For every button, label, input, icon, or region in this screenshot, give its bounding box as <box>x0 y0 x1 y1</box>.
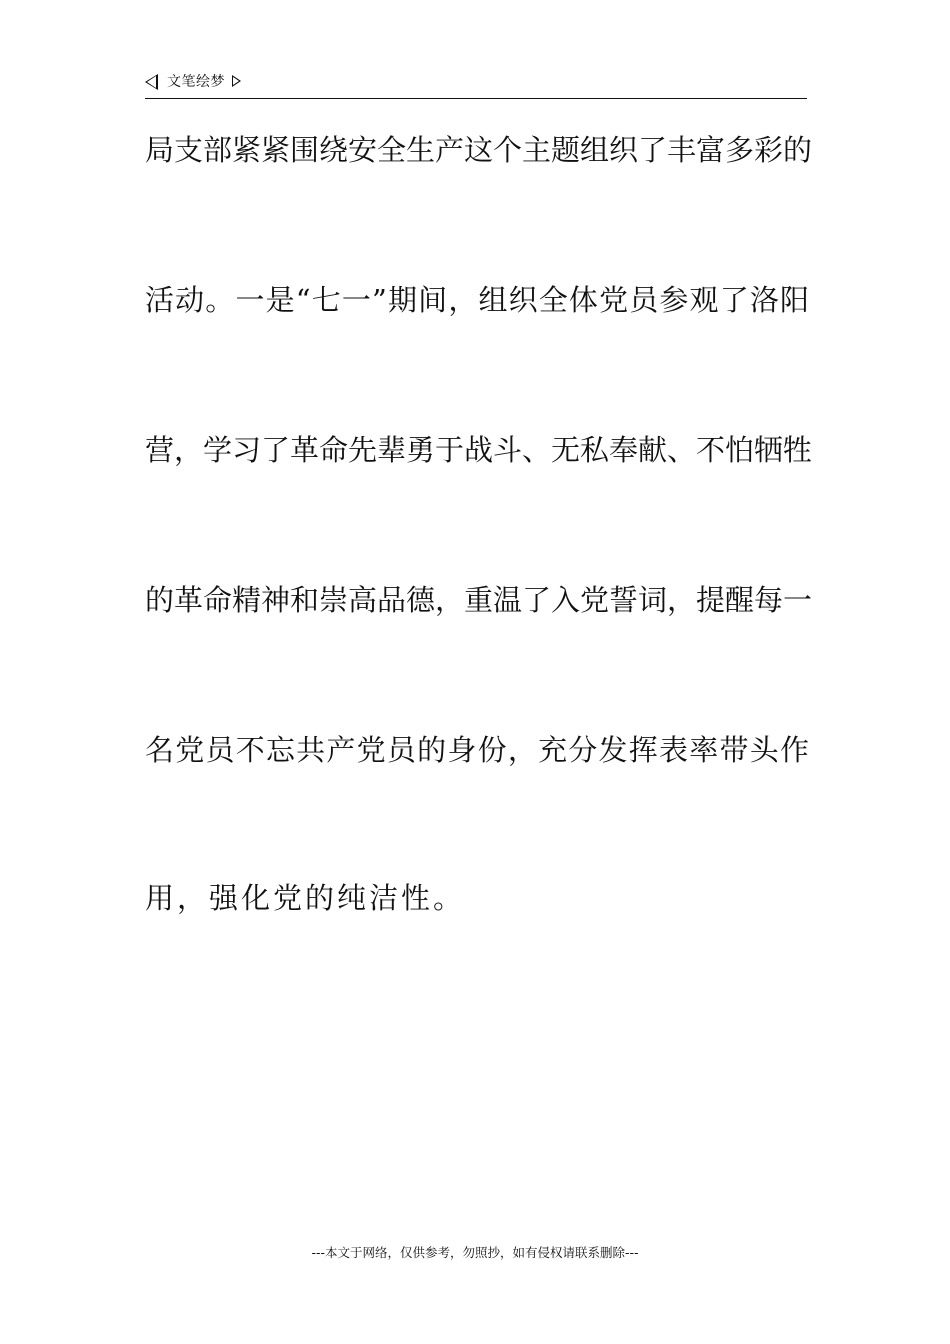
footer-disclaimer: ---本文于网络，仅供参考，勿照抄，如有侵权请联系删除--- <box>311 1245 639 1260</box>
right-triangle-icon <box>232 75 241 87</box>
left-triangle-icon <box>145 74 158 90</box>
paragraph-line: 的革命精神和崇高品德，重温了入党誓词，提醒每一 <box>145 583 813 617</box>
page-header <box>145 72 807 99</box>
paragraph-line: 活动。一是“七一”期间，组织全体党员参观了洛阳 <box>145 283 809 317</box>
paragraph-line: 营，学习了革命先辈勇于战斗、无私奉献、不怕牺牲 <box>145 433 813 467</box>
paragraph-line: 用，强化党的纯洁性。 <box>145 881 466 915</box>
paragraph-line: 名党员不忘共产党员的身份，充分发挥表率带头作 <box>145 733 809 767</box>
header-title: 文笔绘梦 <box>167 74 225 90</box>
paragraph-line: 局支部紧紧围绕安全生产这个主题组织了丰富多彩的 <box>145 133 813 167</box>
